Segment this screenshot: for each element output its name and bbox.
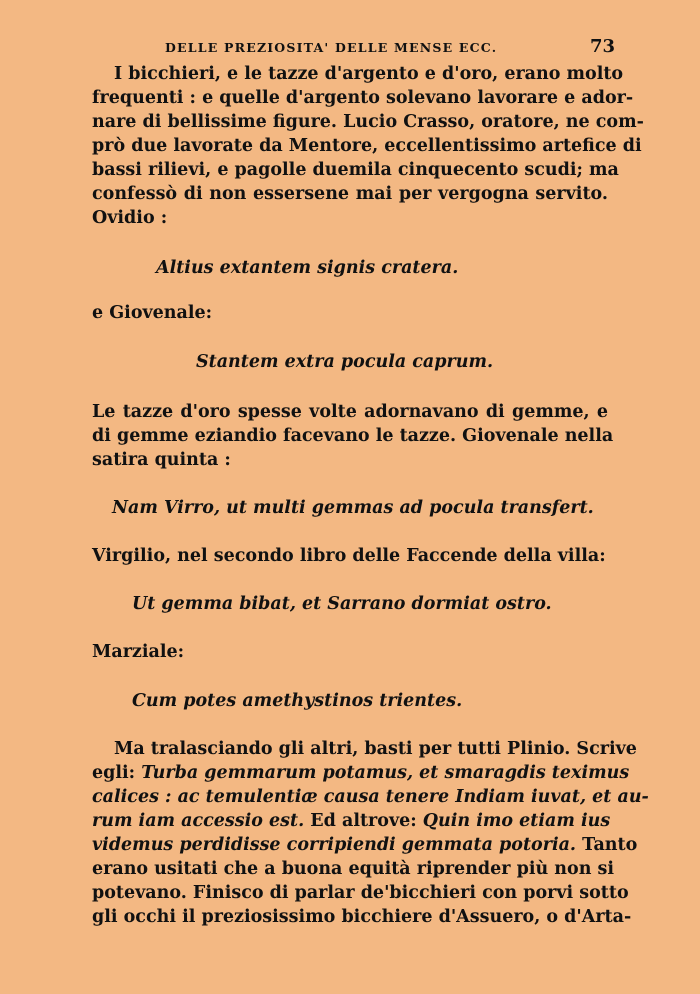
text-line: I bicchieri, e le tazze d'argento e d'oro, erano molto: [114, 64, 624, 84]
text-line: di gemme eziandio facevano le tazze. Giovenale nella: [92, 426, 614, 446]
page-number: 73: [589, 36, 615, 57]
text-line: bassi rilievi, e pagolle duemila cinquecento scudi; ma: [92, 160, 619, 180]
latin-quote: Nam Virro, ut multi gemmas ad pocula transfert.: [112, 498, 594, 518]
running-head: [165, 36, 615, 58]
latin-citation: Quin imo etiam ius: [422, 811, 611, 831]
text-line: Ma tralasciando gli altri, basti per tutti Plinio. Scrive: [114, 739, 637, 759]
text-line: rum iam accessio est. Ed altrove: Quin imo etiam ius: [92, 811, 611, 831]
text-line: videmus perdidisse corripiendi gemmata potoria. Tanto: [92, 835, 638, 855]
text-line: prò due lavorate da Mentore, eccellentissimo artefice di: [92, 136, 642, 156]
text-line: Ovidio :: [92, 208, 168, 228]
latin-quote: Altius extantem signis cratera.: [156, 258, 459, 278]
text-line: gli occhi il preziosissimo bicchiere d'Assuero, o d'Arta-: [92, 907, 632, 927]
text-line: confessò di non essersene mai per vergogna servito.: [92, 184, 608, 204]
latin-quote: Stantem extra pocula caprum.: [196, 352, 494, 372]
running-title: DELLE PREZIOSITA' DELLE MENSE ECC.: [165, 40, 498, 55]
text-line: egli: Turba gemmarum potamus, et smaragdis teximus: [92, 763, 630, 783]
latin-quote: Ut gemma bibat, et Sarrano dormiat ostro.: [132, 594, 552, 614]
text-line: potevano. Finisco di parlar de'bicchieri con porvi sotto: [92, 883, 629, 903]
latin-quote: Cum potes amethystinos trientes.: [132, 691, 463, 711]
latin-citation: rum iam accessio est.: [92, 811, 305, 831]
text-line: satira quinta :: [92, 450, 231, 470]
text-line: Virgilio, nel secondo libro delle Faccende della villa:: [92, 546, 606, 566]
text-line: nare di bellissime figure. Lucio Crasso, oratore, ne com-: [92, 112, 644, 132]
latin-citation: Turba gemmarum potamus, et smaragdis teximus: [141, 763, 630, 783]
latin-citation: calices : ac temulentiæ causa tenere Indiam iuvat, et au-: [92, 787, 649, 807]
text-line: Marziale:: [92, 642, 185, 662]
text-line: Le tazze d'oro spesse volte adornavano di gemme, e: [92, 402, 608, 422]
text-line: frequenti : e quelle d'argento solevano lavorare e ador-: [92, 88, 634, 108]
text-line: e Giovenale:: [92, 303, 213, 323]
latin-citation: videmus perdidisse corripiendi gemmata potoria.: [92, 835, 577, 855]
text-line: erano usitati che a buona equità riprender più non si: [92, 859, 615, 879]
